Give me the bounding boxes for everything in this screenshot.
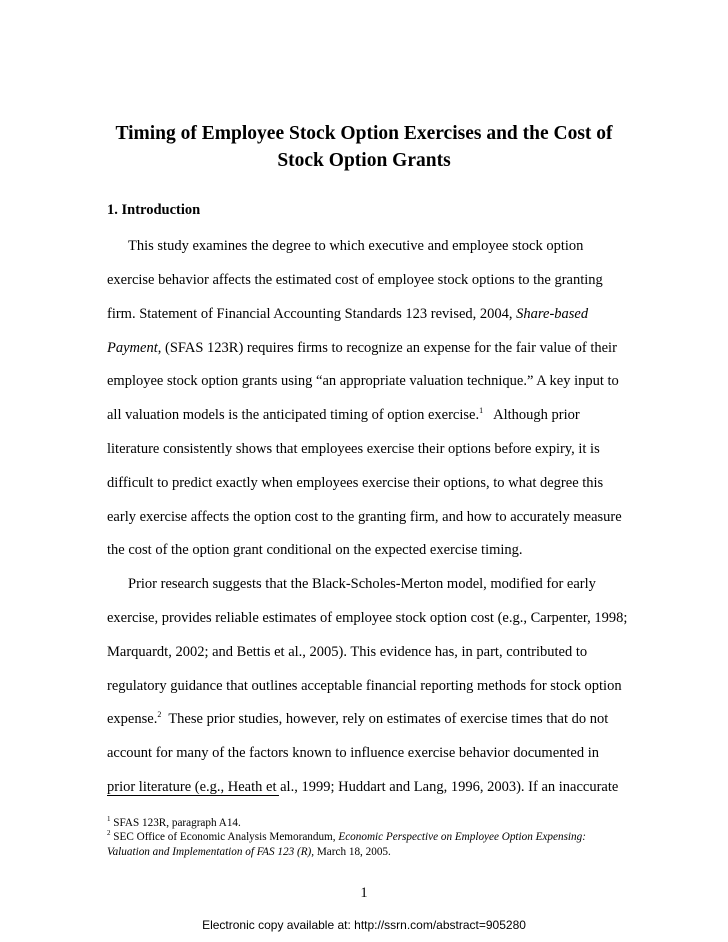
paragraph-line: literature consistently shows that employees exercise their options before expiry, it is	[107, 441, 600, 457]
paragraph-line	[107, 339, 624, 357]
text-run: all valuation models is the anticipated timing of option exercise.	[107, 407, 480, 423]
paragraph-line: exercise behavior affects the estimated cost of employee stock options to the granting	[107, 272, 603, 288]
italic-text: Valuation and Implementation of FAS 123 (R),	[107, 846, 315, 858]
paragraph-line: This study examines the degree to which executive and employee stock option	[128, 238, 584, 254]
paragraph-line: exercise, provides reliable estimates of employee stock option cost (e.g., Carpenter, 1998;	[107, 610, 628, 626]
paragraph-line: employee stock option grants using “an appropriate valuation technique.” A key input to	[107, 373, 619, 389]
footnote-text: SEC Office of Economic Analysis Memorandum,	[110, 831, 339, 843]
footnote-text: SFAS 123R, paragraph A14.	[110, 817, 241, 829]
paragraph-line: early exercise affects the option cost to the granting firm, and how to accurately measure	[107, 509, 622, 525]
footnote-separator	[107, 795, 279, 796]
paragraph-line: account for many of the factors known to influence exercise behavior documented in	[107, 745, 600, 761]
italic-text: Economic Perspective on Employee Option Expensing:	[338, 831, 586, 843]
paragraph-line	[107, 406, 624, 424]
page-number: 1	[360, 885, 368, 901]
footnote-1	[107, 816, 627, 830]
text-run: , (SFAS 123R) requires firms to recognize an expense for the fair value of their	[157, 340, 617, 356]
footnote-ref-1[interactable]: 1	[479, 406, 484, 415]
footnote-2	[107, 830, 627, 844]
paragraph-line: prior literature (e.g., Heath et al., 1999; Huddart and Lang, 1996, 2003). If an inaccurate	[107, 779, 619, 795]
paragraph-line: the cost of the option grant conditional on the expected exercise timing.	[107, 542, 523, 558]
text-run: firm. Statement of Financial Accounting Standards 123 revised, 2004,	[107, 306, 517, 322]
title-line-2: Stock Option Grants	[277, 150, 451, 171]
text-run: These prior studies, however, rely on estimates of exercise times that do not	[161, 711, 609, 727]
italic-text: Share-based	[516, 306, 589, 322]
ssrn-notice[interactable]: Electronic copy available at: http://ssrn.com/abstract=905280	[202, 918, 526, 932]
title-line-1: Timing of Employee Stock Option Exercises and the Cost of	[115, 123, 613, 144]
paragraph-line: Prior research suggests that the Black-Scholes-Merton model, modified for early	[128, 576, 596, 592]
footnote-mark: 2	[107, 829, 111, 837]
paragraph-line: difficult to predict exactly when employees exercise their options, to what degree this	[107, 475, 604, 491]
paragraph-line: Marquardt, 2002; and Bettis et al., 2005). This evidence has, in part, contributed to	[107, 644, 588, 660]
footnote-text: March 18, 2005.	[314, 846, 391, 858]
text-run: expense.	[107, 711, 158, 727]
italic-text: Payment	[107, 340, 158, 356]
section-heading-introduction: 1. Introduction	[107, 202, 201, 218]
paragraph-line	[107, 710, 624, 728]
paragraph-line: regulatory guidance that outlines acceptable financial reporting methods for stock option	[107, 678, 622, 694]
footnote-2-continued	[107, 845, 627, 859]
footnote-ref-2[interactable]: 2	[157, 710, 162, 719]
footnote-mark: 1	[107, 815, 111, 823]
paragraph-line	[107, 305, 624, 323]
text-run: Although prior	[483, 407, 580, 423]
